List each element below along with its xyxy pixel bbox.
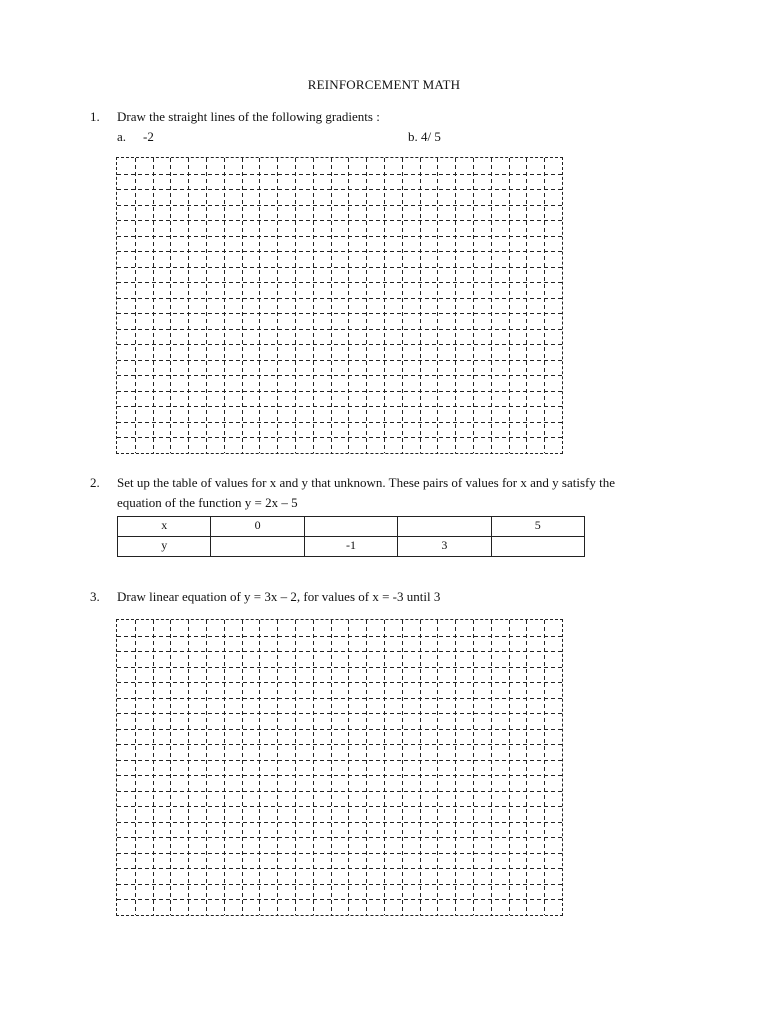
worksheet-title: REINFORCEMENT MATH	[307, 77, 461, 92]
graph-grid-2[interactable]	[116, 619, 563, 916]
table-cell: x	[118, 517, 211, 537]
question-1b-value: b. 4/ 5	[408, 129, 441, 144]
question-3-text: Draw linear equation of y = 3x – 2, for values of x = -3 until 3	[117, 589, 441, 604]
question-1a-label: a.	[117, 129, 127, 144]
table-cell[interactable]: -1	[304, 537, 397, 557]
values-table	[117, 516, 585, 557]
table-cell: y	[118, 537, 211, 557]
question-1-number: 1.	[90, 109, 100, 124]
question-2-text-line2: equation of the function y = 2x – 5	[117, 495, 298, 510]
question-1a-value: -2	[143, 129, 154, 144]
table-row-x	[118, 517, 585, 537]
table-cell[interactable]	[491, 537, 584, 557]
table-cell[interactable]	[398, 517, 491, 537]
table-cell[interactable]: 5	[491, 517, 584, 537]
question-2-text-line1: Set up the table of values for x and y that unknown. These pairs of values for x and y satisfy the	[117, 475, 615, 490]
table-cell[interactable]: 0	[211, 517, 304, 537]
grid-lines	[117, 158, 562, 453]
question-2-number: 2.	[90, 475, 100, 490]
graph-grid-1[interactable]	[116, 157, 563, 454]
table-cell[interactable]: 3	[398, 537, 491, 557]
table-cell[interactable]	[304, 517, 397, 537]
table-cell[interactable]	[211, 537, 304, 557]
grid-lines	[117, 620, 562, 915]
table-row-y	[118, 537, 585, 557]
question-3-number: 3.	[90, 589, 100, 604]
question-1-text: Draw the straight lines of the following gradients :	[117, 109, 380, 124]
